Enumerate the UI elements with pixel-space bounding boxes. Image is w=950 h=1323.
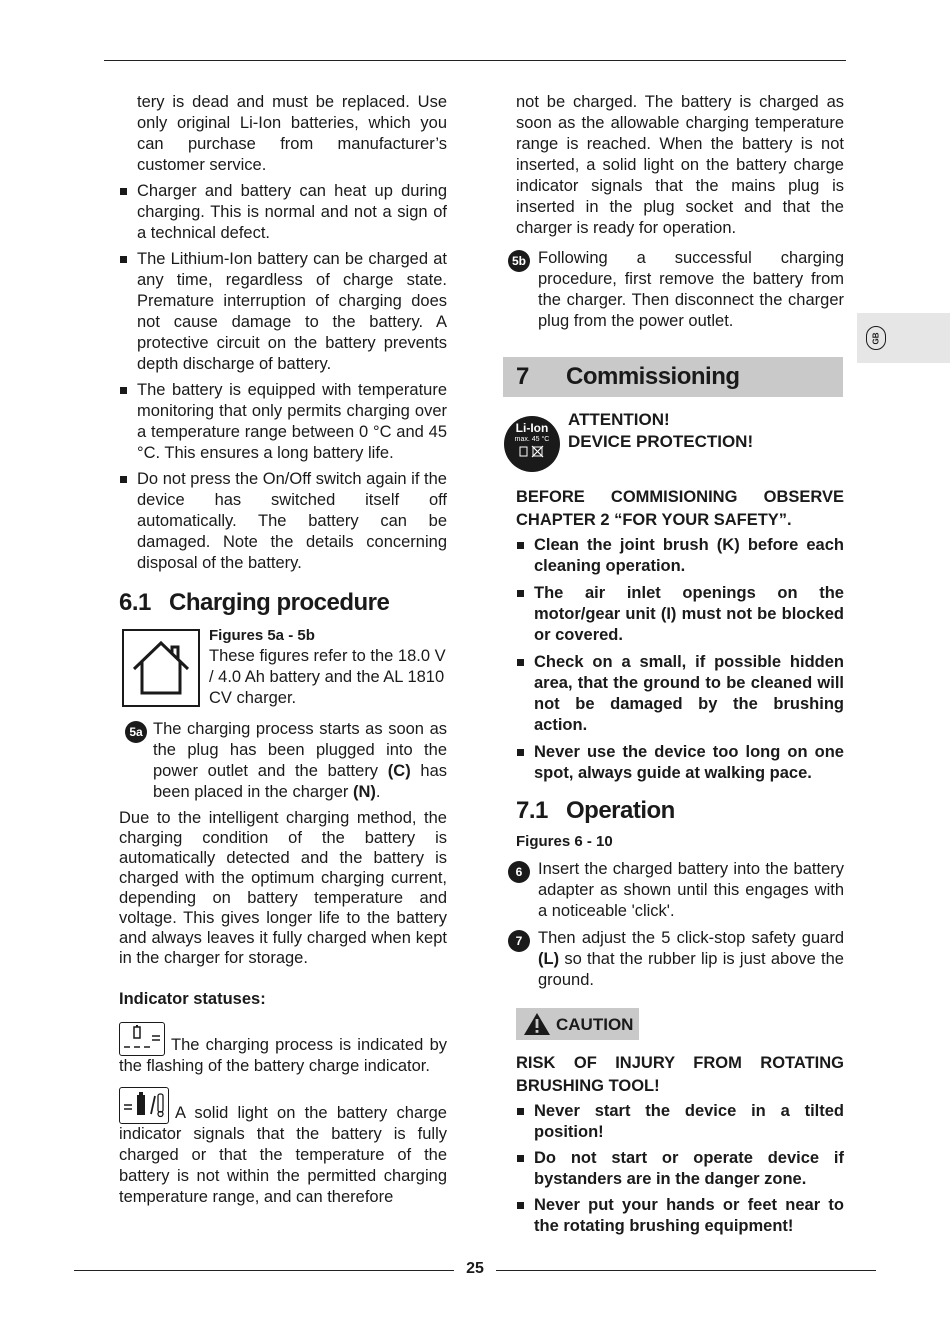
intelligent-charging-paragraph: Due to the intelligent charging method, the charging condition of the battery is automatically detected and the battery is charged with the optimum charging current, depending on battery temperature and voltage. This gives longer life to the battery and always leaves it fully charged when kept in the charger for storage. bbox=[119, 809, 447, 967]
step-5b bbox=[511, 248, 844, 332]
step-text: The charging process starts as soon as the plug has been plugged into the power outlet and the battery bbox=[153, 720, 447, 780]
step-7 bbox=[516, 928, 844, 991]
left-column bbox=[119, 92, 447, 1208]
list-item: Charger and battery can heat up during charging. This is normal and not a sign of a technical defect. bbox=[119, 181, 447, 244]
step-text: so that the rubber lip is just above the ground. bbox=[538, 950, 844, 989]
step-text: Following a successful charging procedure, first remove the battery from the charger. Then disconnect the charger plug from the power outlet. bbox=[538, 249, 844, 330]
step-5a bbox=[119, 719, 447, 803]
language-tab bbox=[857, 313, 950, 363]
section-number: 7 bbox=[516, 363, 529, 390]
indicator-1 bbox=[119, 1022, 447, 1077]
step-text: Insert the charged battery into the battery adapter as shown until this engages with a noticeable 'click'. bbox=[538, 860, 844, 920]
before-commissioning-notice: BEFORE COMMISIONING OBSERVE CHAPTER 2 “FOR YOUR SAFETY”. bbox=[516, 488, 844, 529]
figure-description: These figures refer to the 18.0 V / 4.0 Ah battery and the AL 1810 CV charger. bbox=[209, 647, 446, 707]
language-code: GB bbox=[871, 332, 881, 344]
step-6 bbox=[516, 859, 844, 922]
figure-text bbox=[209, 625, 447, 709]
footer-rule-right bbox=[496, 1270, 876, 1271]
figure-title: Figures 6 - 10 bbox=[516, 833, 613, 850]
section-number: 7.1 bbox=[516, 797, 548, 824]
left-bullet-list bbox=[119, 181, 447, 574]
badge-max-temp: max. 45 °C bbox=[514, 436, 550, 443]
commissioning-bullet-list bbox=[516, 535, 844, 784]
attention-line: DEVICE PROTECTION! bbox=[568, 432, 754, 451]
attention-line: ATTENTION! bbox=[568, 410, 670, 429]
solid-battery-indicator-icon bbox=[119, 1087, 169, 1124]
list-item: Check on a small, if possible hidden area, that the ground to be cleaned will not be damaged by the brushing action. bbox=[516, 652, 844, 736]
list-item: Do not press the On/Off switch again if the device has switched itself off automatically. The battery can be damaged. Note the details concerning disposal of the battery. bbox=[119, 469, 447, 574]
li-ion-temperature-badge bbox=[504, 416, 560, 472]
list-item: The air inlet openings on the motor/gear unit (I) must not be blocked or covered. bbox=[516, 583, 844, 646]
attention-notice bbox=[568, 409, 753, 453]
warning-triangle-icon bbox=[522, 1011, 552, 1037]
step-text: Then adjust the 5 click-stop safety guard bbox=[538, 929, 844, 947]
section-heading-7-1 bbox=[516, 797, 844, 824]
step-badge: 5a bbox=[125, 721, 147, 743]
part-ref: (L) bbox=[538, 950, 560, 968]
weee-icon bbox=[517, 443, 547, 459]
indicator-heading: Indicator statuses: bbox=[119, 990, 266, 1008]
caution-text: CAUTION bbox=[556, 1014, 634, 1034]
list-item: Do not start or operate device if bystanders are in the danger zone. bbox=[516, 1148, 844, 1190]
badge-li-ion: Li-Ion bbox=[515, 421, 549, 435]
list-item: Clean the joint brush (K) before each cleaning operation. bbox=[516, 535, 844, 577]
list-item: Never start the device in a tilted position! bbox=[516, 1101, 844, 1143]
indicator-text: A solid light on the battery charge indicator signals that the battery is fully charged or that the temperature of the battery is not within the permitted charging temperature range, and can therefore bbox=[119, 1104, 447, 1206]
risk-notice: RISK OF INJURY FROM ROTATING BRUSHING TOOL! bbox=[516, 1054, 844, 1095]
caution-label bbox=[516, 1008, 639, 1040]
language-badge bbox=[866, 326, 886, 350]
step-text: . bbox=[375, 783, 381, 801]
continuation-paragraph: not be charged. The battery is charged as soon as the allowable charging temperature range is reached. When the battery is not inserted, a solid light on the battery charge indicator signals that the mains plug is inserted in the plug socket and that the charger is ready for operation. bbox=[516, 93, 844, 237]
section-title: Charging procedure bbox=[169, 589, 390, 616]
section-number: 6.1 bbox=[119, 589, 151, 616]
step-badge: 7 bbox=[508, 930, 530, 952]
page-number: 25 bbox=[466, 1260, 484, 1277]
right-column-bottom bbox=[516, 486, 844, 1242]
step-text: has been placed in the charger bbox=[153, 762, 448, 801]
section-heading-text bbox=[516, 363, 740, 391]
top-rule bbox=[104, 60, 846, 61]
step-badge: 5b bbox=[508, 250, 530, 272]
section-heading-6-1 bbox=[119, 589, 447, 616]
step-badge: 6 bbox=[508, 861, 530, 883]
part-ref: (N) bbox=[352, 783, 376, 801]
list-item: The Lithium-Ion battery can be charged at any time, regardless of charge state. Premature interruption of charging does not cause damage to the battery. A protective circuit on the battery prevents depth discharge of battery. bbox=[119, 249, 447, 375]
caution-label-wrap bbox=[516, 1008, 844, 1043]
flashing-battery-indicator-icon bbox=[119, 1022, 165, 1056]
house-icon bbox=[122, 629, 200, 707]
indicator-2 bbox=[119, 1087, 447, 1208]
section-title: Operation bbox=[566, 797, 675, 824]
figure-title: Figures 5a - 5b bbox=[209, 627, 315, 644]
intro-paragraph: tery is dead and must be replaced. Use only original Li-Ion batteries, which you can purchase from manufacturer’s customer service. bbox=[137, 93, 447, 174]
list-item: Never use the device too long on one spot, always guide at walking pace. bbox=[516, 742, 844, 784]
section-title: Commissioning bbox=[566, 363, 740, 390]
list-item: Never put your hands or feet near to the rotating brushing equipment! bbox=[516, 1195, 844, 1237]
list-item: The battery is equipped with temperature monitoring that only permits charging over a temperature range between 0 °C and 45 °C. This ensures a long battery life. bbox=[119, 380, 447, 464]
section-heading-7 bbox=[503, 357, 843, 397]
right-column-top bbox=[511, 92, 844, 332]
risk-bullet-list bbox=[516, 1101, 844, 1237]
part-ref: (C) bbox=[387, 762, 411, 780]
indicator-text: The charging process is indicated by the flashing of the battery charge indicator. bbox=[119, 1036, 447, 1075]
figure-note bbox=[119, 625, 447, 709]
footer-rule-left bbox=[74, 1270, 454, 1271]
